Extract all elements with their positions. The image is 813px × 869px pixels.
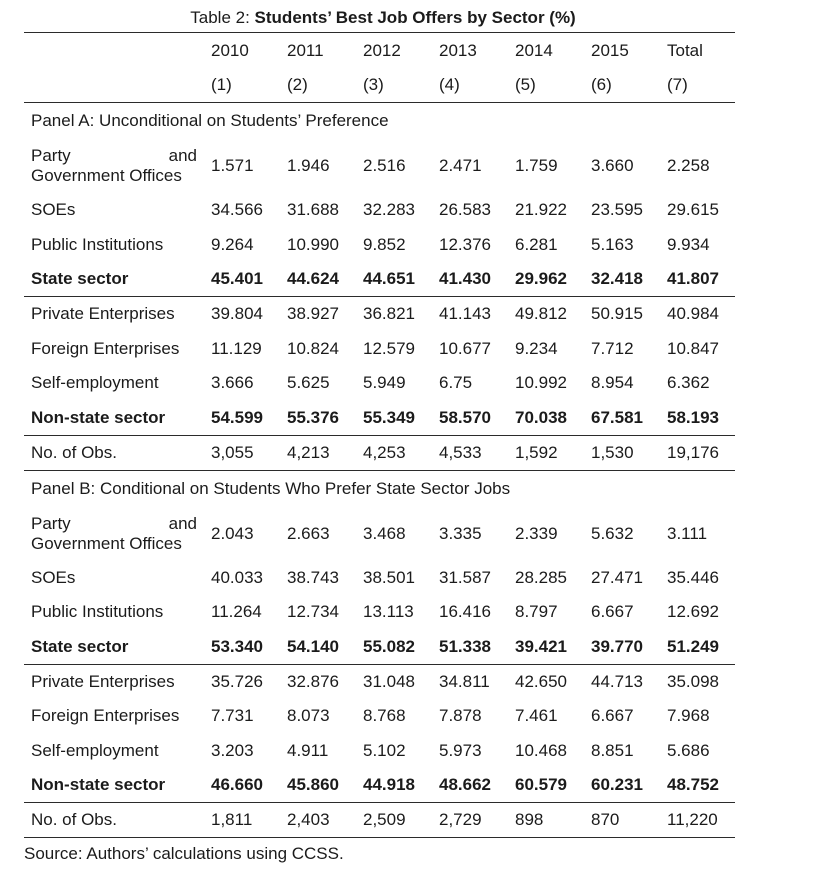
cell-value: 44.713 bbox=[591, 671, 643, 691]
cell-value: 34.811 bbox=[439, 671, 490, 691]
cell-value: 3,055 bbox=[211, 442, 254, 462]
cell-value: 21.922 bbox=[515, 200, 567, 220]
panel-heading: Panel B: Conditional on Students Who Prefer State Sector Jobs bbox=[31, 478, 511, 498]
cell-value: 12.692 bbox=[667, 602, 719, 622]
cell-value: 7.712 bbox=[591, 338, 634, 358]
cell-value: 6.75 bbox=[439, 373, 473, 393]
cell-value: 40.984 bbox=[667, 304, 719, 324]
table-number-label: Table 2: bbox=[190, 8, 250, 27]
table-row bbox=[24, 193, 735, 228]
column-number-header: (7) bbox=[667, 75, 688, 94]
cell-value: 50.915 bbox=[591, 304, 643, 324]
row-label: Party and Government Offices bbox=[31, 146, 197, 185]
cell-value: 54.140 bbox=[287, 636, 339, 656]
row-label: Self-employment bbox=[31, 373, 159, 393]
cell-value: 55.349 bbox=[363, 407, 415, 427]
cell-value: 5.686 bbox=[667, 740, 710, 760]
table-row bbox=[24, 297, 735, 332]
cell-value: 9.934 bbox=[667, 234, 710, 254]
row-label: State sector bbox=[31, 636, 129, 656]
column-number-header: (5) bbox=[515, 75, 536, 94]
row-label: Private Enterprises bbox=[31, 671, 175, 691]
cell-value: 41.807 bbox=[667, 269, 719, 288]
cell-value: 46.660 bbox=[211, 775, 263, 794]
cell-value: 35.726 bbox=[211, 671, 263, 691]
cell-value: 19,176 bbox=[667, 442, 719, 462]
cell-value: 2.663 bbox=[287, 523, 330, 543]
cell-value: 1,592 bbox=[515, 442, 558, 462]
cell-value: 8.768 bbox=[363, 706, 406, 726]
cell-value: 42.650 bbox=[515, 671, 567, 691]
cell-value: 51.338 bbox=[439, 636, 491, 656]
cell-value: 13.113 bbox=[363, 602, 414, 622]
cell-value: 39.804 bbox=[211, 304, 263, 324]
cell-value: 44.651 bbox=[363, 269, 415, 288]
cell-value: 11.264 bbox=[211, 602, 262, 622]
cell-value: 28.285 bbox=[515, 567, 567, 587]
row-label: Party and Government Offices bbox=[31, 513, 197, 553]
cell-value: 44.624 bbox=[287, 269, 339, 288]
cell-value: 5.973 bbox=[439, 740, 482, 760]
column-number-header: (6) bbox=[591, 75, 612, 94]
cell-value: 60.231 bbox=[591, 775, 643, 794]
table-row bbox=[24, 228, 735, 263]
cell-value: 8.851 bbox=[591, 740, 634, 760]
cell-value: 3.468 bbox=[363, 523, 406, 543]
cell-value: 2.339 bbox=[515, 523, 558, 543]
row-label: State sector bbox=[31, 269, 129, 288]
panel-heading-row bbox=[24, 103, 735, 139]
cell-value: 2,729 bbox=[439, 810, 482, 829]
non-state-sector-total-row bbox=[24, 768, 735, 803]
year-header-row bbox=[24, 33, 735, 68]
cell-value: 32.876 bbox=[287, 671, 339, 691]
column-year-header: 2011 bbox=[287, 40, 324, 60]
cell-value: 10.992 bbox=[515, 373, 567, 393]
row-label: Private Enterprises bbox=[31, 304, 175, 324]
cell-value: 4,213 bbox=[287, 442, 330, 462]
cell-value: 6.667 bbox=[591, 706, 634, 726]
column-year-header: 2013 bbox=[439, 40, 477, 60]
cell-value: 29.962 bbox=[515, 269, 567, 288]
table-row bbox=[24, 507, 735, 561]
cell-value: 44.918 bbox=[363, 775, 415, 794]
cell-value: 4.911 bbox=[287, 740, 329, 760]
cell-value: 35.098 bbox=[667, 671, 719, 691]
cell-value: 10.677 bbox=[439, 338, 491, 358]
table-caption: Students’ Best Job Offers by Sector (%) bbox=[254, 8, 576, 27]
cell-value: 10.990 bbox=[287, 234, 339, 254]
cell-value: 1,811 bbox=[211, 810, 253, 829]
column-number-header: (4) bbox=[439, 75, 460, 94]
cell-value: 10.824 bbox=[287, 338, 339, 358]
panel-heading: Panel A: Unconditional on Students’ Preference bbox=[31, 111, 389, 130]
cell-value: 51.249 bbox=[667, 636, 719, 656]
cell-value: 2,509 bbox=[363, 810, 406, 829]
cell-value: 9.234 bbox=[515, 338, 558, 358]
cell-value: 3.111 bbox=[667, 523, 708, 543]
cell-value: 53.340 bbox=[211, 636, 263, 656]
cell-value: 32.418 bbox=[591, 269, 643, 288]
cell-value: 27.471 bbox=[591, 567, 643, 587]
source-note: Source: Authors’ calculations using CCSS. bbox=[24, 844, 344, 863]
table-row bbox=[24, 665, 735, 700]
cell-value: 3.660 bbox=[591, 156, 634, 175]
column-year-header: Total bbox=[667, 40, 703, 60]
cell-value: 6.362 bbox=[667, 373, 710, 393]
cell-value: 2.258 bbox=[667, 156, 710, 175]
cell-value: 38.743 bbox=[287, 567, 339, 587]
table-title bbox=[24, 6, 742, 30]
table-container bbox=[24, 32, 735, 868]
cell-value: 10.468 bbox=[515, 740, 567, 760]
row-label: No. of Obs. bbox=[31, 442, 117, 462]
cell-value: 7.968 bbox=[667, 706, 710, 726]
table-row bbox=[24, 699, 735, 734]
cell-value: 55.376 bbox=[287, 407, 339, 427]
cell-value: 67.581 bbox=[591, 407, 643, 427]
cell-value: 70.038 bbox=[515, 407, 567, 427]
cell-value: 3.666 bbox=[211, 373, 254, 393]
row-label: SOEs bbox=[31, 567, 76, 587]
column-year-header: 2014 bbox=[515, 40, 553, 60]
cell-value: 3.203 bbox=[211, 740, 254, 760]
cell-value: 1,530 bbox=[591, 442, 634, 462]
cell-value: 1.759 bbox=[515, 156, 558, 175]
cell-value: 1.571 bbox=[211, 156, 254, 175]
cell-value: 4,253 bbox=[363, 442, 406, 462]
cell-value: 7.461 bbox=[515, 706, 558, 726]
row-label: Non-state sector bbox=[31, 407, 166, 427]
cell-value: 898 bbox=[515, 810, 544, 829]
cell-value: 5.102 bbox=[363, 740, 406, 760]
cell-value: 38.501 bbox=[363, 567, 415, 587]
column-number-row bbox=[24, 68, 735, 103]
cell-value: 58.570 bbox=[439, 407, 491, 427]
cell-value: 8.954 bbox=[591, 373, 634, 393]
cell-value: 41.430 bbox=[439, 269, 491, 288]
row-label: Non-state sector bbox=[31, 775, 166, 794]
cell-value: 31.048 bbox=[363, 671, 415, 691]
cell-value: 4,533 bbox=[439, 442, 482, 462]
column-year-header: 2010 bbox=[211, 40, 249, 60]
cell-value: 31.587 bbox=[439, 567, 491, 587]
column-number-header: (1) bbox=[211, 75, 232, 94]
cell-value: 2,403 bbox=[287, 810, 330, 829]
cell-value: 3.335 bbox=[439, 523, 482, 543]
cell-value: 12.734 bbox=[287, 602, 339, 622]
cell-value: 41.143 bbox=[439, 304, 491, 324]
cell-value: 34.566 bbox=[211, 200, 263, 220]
stub-header bbox=[24, 78, 211, 92]
cell-value: 32.283 bbox=[363, 200, 415, 220]
state-sector-total-row bbox=[24, 630, 735, 665]
cell-value: 48.752 bbox=[667, 775, 719, 794]
observations-row bbox=[24, 436, 735, 471]
panel-heading-row bbox=[24, 471, 735, 507]
cell-value: 5.949 bbox=[363, 373, 406, 393]
cell-value: 38.927 bbox=[287, 304, 339, 324]
cell-value: 60.579 bbox=[515, 775, 567, 794]
cell-value: 5.163 bbox=[591, 234, 634, 254]
cell-value: 29.615 bbox=[667, 200, 719, 220]
cell-value: 5.632 bbox=[591, 523, 634, 543]
cell-value: 7.878 bbox=[439, 706, 482, 726]
cell-value: 2.471 bbox=[439, 156, 482, 175]
cell-value: 31.688 bbox=[287, 200, 339, 220]
cell-value: 36.821 bbox=[363, 304, 415, 324]
cell-value: 49.812 bbox=[515, 304, 567, 324]
cell-value: 8.797 bbox=[515, 602, 558, 622]
cell-value: 26.583 bbox=[439, 200, 491, 220]
cell-value: 6.281 bbox=[515, 234, 558, 254]
table-row bbox=[24, 332, 735, 367]
cell-value: 35.446 bbox=[667, 567, 719, 587]
cell-value: 9.264 bbox=[211, 234, 254, 254]
cell-value: 2.043 bbox=[211, 523, 254, 543]
row-label: Self-employment bbox=[31, 740, 159, 760]
row-label: Foreign Enterprises bbox=[31, 338, 180, 358]
cell-value: 10.847 bbox=[667, 338, 719, 358]
job-offers-table bbox=[24, 32, 735, 838]
cell-value: 54.599 bbox=[211, 407, 263, 427]
non-state-sector-total-row bbox=[24, 401, 735, 436]
cell-value: 23.595 bbox=[591, 200, 643, 220]
table-row bbox=[24, 366, 735, 401]
cell-value: 39.770 bbox=[591, 636, 643, 656]
row-label: Public Institutions bbox=[31, 602, 164, 622]
cell-value: 40.033 bbox=[211, 567, 263, 587]
cell-value: 12.376 bbox=[439, 234, 491, 254]
cell-value: 48.662 bbox=[439, 775, 491, 794]
column-year-header: 2015 bbox=[591, 40, 629, 60]
column-year-header: 2012 bbox=[363, 40, 401, 60]
state-sector-total-row bbox=[24, 262, 735, 297]
cell-value: 7.731 bbox=[211, 706, 254, 726]
cell-value: 45.401 bbox=[211, 269, 263, 288]
stub-header bbox=[24, 44, 211, 58]
cell-value: 6.667 bbox=[591, 602, 634, 622]
cell-value: 9.852 bbox=[363, 234, 406, 254]
cell-value: 870 bbox=[591, 810, 620, 829]
row-label: No. of Obs. bbox=[31, 810, 117, 829]
table-row bbox=[24, 561, 735, 596]
row-label: SOEs bbox=[31, 200, 76, 220]
observations-row bbox=[24, 803, 735, 838]
column-number-header: (2) bbox=[287, 75, 308, 94]
cell-value: 5.625 bbox=[287, 373, 330, 393]
cell-value: 55.082 bbox=[363, 636, 415, 656]
cell-value: 11.129 bbox=[211, 338, 262, 358]
cell-value: 45.860 bbox=[287, 775, 339, 794]
cell-value: 11,220 bbox=[667, 810, 718, 829]
table-row bbox=[24, 139, 735, 193]
row-label: Foreign Enterprises bbox=[31, 706, 180, 726]
cell-value: 39.421 bbox=[515, 636, 567, 656]
cell-value: 16.416 bbox=[439, 602, 491, 622]
cell-value: 58.193 bbox=[667, 407, 719, 427]
table-row bbox=[24, 734, 735, 769]
cell-value: 12.579 bbox=[363, 338, 415, 358]
cell-value: 2.516 bbox=[363, 156, 406, 175]
column-number-header: (3) bbox=[363, 75, 384, 94]
cell-value: 1.946 bbox=[287, 156, 330, 175]
table-row bbox=[24, 595, 735, 630]
row-label: Public Institutions bbox=[31, 234, 164, 254]
cell-value: 8.073 bbox=[287, 706, 330, 726]
